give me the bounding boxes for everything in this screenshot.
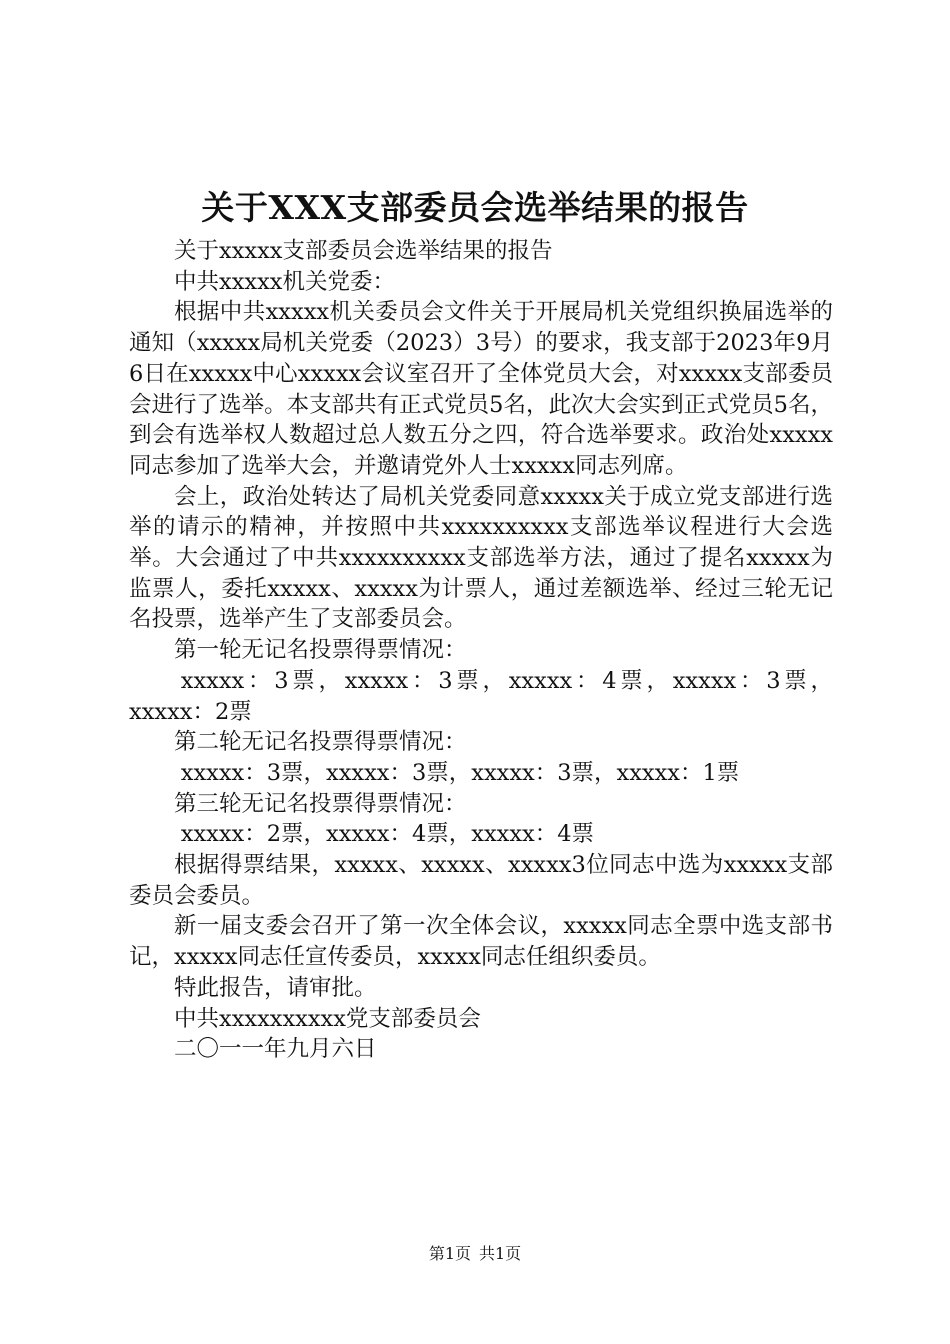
report-subject-line: 关于xxxxx支部委员会选举结果的报告 <box>174 238 553 264</box>
recipient-line: 中共xxxxx机关党委： <box>174 268 395 295</box>
round-3-heading: 第三轮无记名投票得票情况： <box>174 790 467 817</box>
election-result-paragraph: 根据得票结果，xxxxx、xxxxx、xxxxx3位同志中选为xxxxx支部委员会委员。 <box>129 852 833 909</box>
closing-line: 特此报告，请审批。 <box>174 974 377 1001</box>
round-2-votes: xxxxx：3票，xxxxx：3票，xxxxx：3票，xxxxx：1票 <box>180 759 740 786</box>
document-title: 关于XXX支部委员会选举结果的报告 <box>201 188 749 227</box>
round-2-heading: 第二轮无记名投票得票情况： <box>174 729 467 756</box>
page-footer <box>0 1242 950 1266</box>
committee-assignment-paragraph: 新一届支委会召开了第一次全体会议，xxxxx同志全票中选支部书记，xxxxx同志任宣传委员，xxxxx同志任组织委员。 <box>129 913 833 971</box>
body-paragraph: 根据中共xxxxx机关委员会文件关于开展局机关党组织换届选举的通知（xxxxx局机关党委（2023）3号）的要求，我支部于2023年9月6日在xxxxx中心xxxxx会议室召开了全体党员大会，对xxxxx支部委员会进行了选举。本支部共有正式党员5名，此次大会实到正式党员5名，到会有选举权人数超过总人数五分之四，符合选举要求。政治处xxxxx同志参加了选举大会，并邀请党外人士xxxxx同志列席。 <box>129 299 833 479</box>
document-body <box>129 236 833 1065</box>
round-1-heading: 第一轮无记名投票得票情况： <box>174 637 467 664</box>
round-1-votes: xxxxx：3票，xxxxx：3票，xxxxx：4票，xxxxx：3票，xxxxx：2票 <box>129 667 833 725</box>
body-paragraph: 会上，政治处转达了局机关党委同意xxxxx关于成立党支部进行选举的请示的精神，并按照中共xxxxxxxxxx支部选举议程进行大会选举。大会通过了中共xxxxxxxxxx支部选举方法，通过了提名xxxxx为监票人，委托xxxxx、xxxxx为计票人，通过差额选举、经过三轮无记名投票，选举产生了支部委员会。 <box>129 483 833 633</box>
page-number-total: 共1页 <box>479 1244 522 1263</box>
signature-organization: 中共xxxxxxxxxx党支部委员会 <box>174 1005 481 1032</box>
page-number-current: 第1页 <box>428 1244 471 1263</box>
round-3-votes: xxxxx：2票，xxxxx：4票，xxxxx：4票 <box>180 821 595 848</box>
signature-date: 二〇一一年九月六日 <box>174 1036 377 1063</box>
